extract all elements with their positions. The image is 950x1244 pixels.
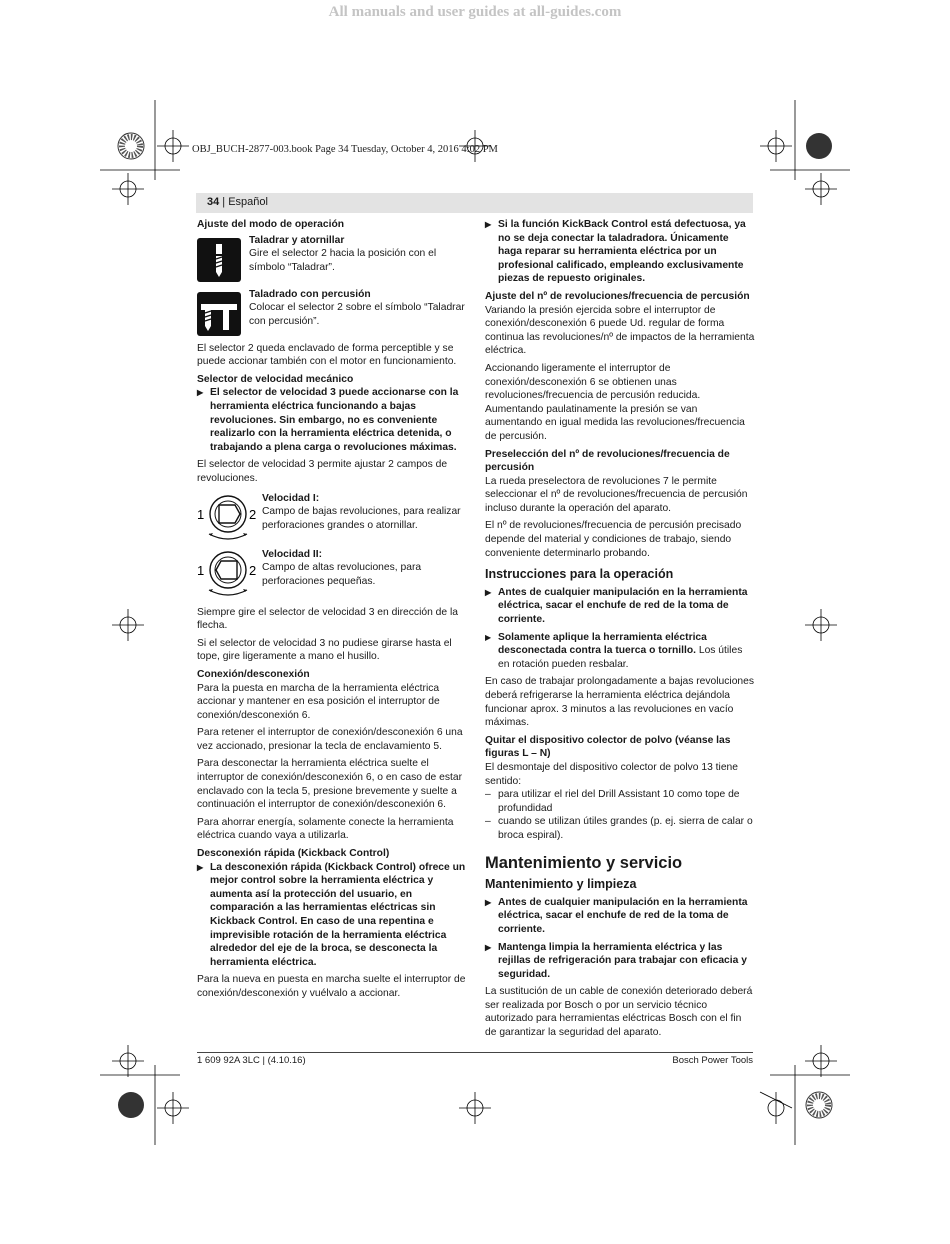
footer-brand: Bosch Power Tools [672,1055,753,1066]
cleaning-heading: Mantenimiento y limpieza [485,877,637,892]
drill-icon [197,238,241,282]
onoff-text-1: Para la puesta en marcha de la herramienta eléctrica accionar y mantener en esa posición el interruptor de conexión/desconexión 6. [197,682,440,721]
gear-selector-1-icon [197,490,259,542]
speed-1-text: Campo de bajas revoluciones, para realizar perforaciones grandes o atornillar. [262,506,461,531]
kickback-defect-warning: ▶ Si la función KickBack Control está defectuosa, ya no se deja conectar la taladradora. Únicamente haga reparar su herramienta eléctrica por un profesional calificado, empleando exclusivamente piezas de repuesto originales. [485,218,755,286]
mode-drill-title: Taladrar y atornillar [249,234,345,246]
dust-item-2: – cuando se utilizan útiles grandes (p. ej. sierra de calar o broca espiral). [485,815,755,842]
page-number: 34 [207,196,220,208]
gear-heading: Selector de velocidad mecánico [197,373,354,385]
right-column [485,218,755,1044]
gear-warning: ▶ El selector de velocidad 3 puede accionarse con la herramienta eléctrica funcionando a bajas revoluciones. Sin embargo, no es conveniente realizarlo con la herramienta eléctrica detenida, o trabajando a plena carga o revoluciones máximas. [197,386,467,454]
speed-1-num-1: 1 [197,506,205,522]
language-label: | Español [219,196,268,208]
dust-item-1: – para utilizar el riel del Drill Assistant 10 como tope de profundidad [485,788,755,815]
speed-1-title: Velocidad I: [262,492,320,504]
kickback-text: Para la nueva en puesta en marcha suelte el interruptor de conexión/desconexión y vuélvalo a accionar. [197,974,466,999]
footer-doc-number: 1 609 92A 3LC | (4.10.16) [197,1055,306,1066]
preselect-text-1: La rueda preselectora de revoluciones 7 le permite seleccionar el nº de revoluciones/frecuencia de percusión incluso durante la operación del aparato. [485,475,748,514]
operation-warning-1: ▶ Antes de cualquier manipulación en la herramienta eléctrica, sacar el enchufe de red de la toma de corriente. [485,586,755,627]
operation-warning-2 [485,631,755,672]
mode-hammer [197,288,467,338]
speed-2-num-1: 1 [197,562,205,578]
onoff-text-4: Para ahorrar energía, solamente conecte la herramienta eléctrica cuando vaya a utilizarla. [197,816,454,842]
preselect-text-2: El nº de revoluciones/frecuencia de percusión precisado depende del material y condiciones de trabajo, siendo conveniente determinarlo probando. [485,520,742,559]
dust-heading: Quitar el dispositivo colector de polvo (véanse las figuras L – N) [485,734,731,760]
speed-2-title: Velocidad II: [262,548,323,560]
operation-warning-2-bold: Solamente aplique la herramienta eléctrica desconectada contra la tuerca o tornillo. [498,631,707,657]
book-info-line: OBJ_BUCH-2877-003.book Page 34 Tuesday, October 4, 2016 4:02 PM [192,144,498,155]
operation-heading: Instrucciones para la operación [485,567,674,582]
rpm-heading: Ajuste del nº de revoluciones/frecuencia de percusión [485,290,750,302]
mode-heading: Ajuste del modo de operación [197,219,345,230]
rpm-text-1: Variando la presión ejercida sobre el interruptor de conexión/desconexión 6 puede Ud. regular de forma continua las revoluciones/nº de impactos de la herramienta eléctrica. [485,304,755,357]
cleaning-warning-2: ▶ Mantenga limpia la herramienta eléctrica y las rejillas de refrigeración para trabajar con eficacia y seguridad. [485,941,755,982]
gear-note-1: Siempre gire el selector de velocidad 3 en dirección de la flecha. [197,606,459,632]
mode-hammer-text: Colocar el selector 2 sobre el símbolo “Taladrar con percusión”. [249,302,465,327]
footer-rule [197,1052,753,1053]
speed-1 [197,490,467,542]
speed-2 [197,546,467,598]
gear-note-2: Si el selector de velocidad 3 no pudiese girarse hasta el tope, gire ligeramente a mano el husillo. [197,637,452,663]
onoff-text-2: Para retener el interruptor de conexión/desconexión 6 una vez accionado, presionar la tecla de enclavamiento 5. [197,727,463,752]
cleaning-warning-1: ▶ Antes de cualquier manipulación en la herramienta eléctrica, sacar el enchufe de red de la toma de corriente. [485,896,755,937]
onoff-heading: Conexión/desconexión [197,668,310,680]
kickback-heading: Desconexión rápida (Kickback Control) [197,848,390,860]
gear-text: El selector de velocidad 3 permite ajustar 2 campos de revoluciones. [197,459,448,484]
operation-text: En caso de trabajar prolongadamente a bajas revoluciones deberá refrigerarse la herramienta eléctrica dejándola funcionar aprox. 3 minutos a las revoluciones en vacío máximas. [485,676,755,729]
page-header-bar [196,193,753,213]
watermark: All manuals and user guides at all-guides.com [328,4,622,20]
onoff-text-3: Para desconectar la herramienta eléctrica suelte el interruptor de conexión/desconexión 6, o en caso de estar enclavado con la tecla 5, presione brevemente y suelte a continuación el interruptor de conexión/desconexión 6. [197,758,463,811]
mode-hammer-title: Taladrado con percusión [249,288,371,300]
mode-drill [197,234,467,284]
left-column [197,218,467,1005]
gear-selector-2-icon [197,546,259,598]
speed-2-text: Campo de altas revoluciones, para perforaciones pequeñas. [262,562,422,587]
cleaning-text: La sustitución de un cable de conexión deteriorado deberá ser realizada por Bosch o por un servicio técnico autorizado para herramientas eléctricas Bosch con el fin de garantizar la seguridad del aparato. [485,986,753,1039]
dust-text: El desmontaje del dispositivo colector de polvo 13 tiene sentido: [485,761,738,787]
preselect-heading: Preselección del nº de revoluciones/frecuencia de percusión [485,448,730,474]
operation-warning-2-rest: Los útiles en rotación pueden resbalar. [498,645,743,670]
rpm-text-2: Accionando ligeramente el interruptor de conexión/desconexión 6 se obtienen unas revoluciones/frecuencia de percusión reducida. Aumentando paulatinamente la presión se van aumentando en igual medida las revoluciones/frecuencia de percusión. [485,362,745,442]
mode-note: El selector 2 queda enclavado de forma perceptible y se puede accionar también con el motor en funcionamiento. [197,342,457,368]
speed-2-num-2: 2 [249,562,257,578]
speed-1-num-2: 2 [249,506,257,522]
maintenance-heading: Mantenimiento y servicio [485,853,683,872]
kickback-warning: ▶ La desconexión rápida (Kickback Control) ofrece un mejor control sobre la herramienta eléctrica y aumenta así la protección del usuario, en comparación a las herramientas eléctricas sin Kickback Control. En caso de una repentina e imprevisible rotación de la herramienta eléctrica alrededor del eje de la broca, se desconecta la herramienta eléctrica. [197,861,467,970]
hammer-drill-icon [197,292,241,336]
mode-drill-text: Gire el selector 2 hacia la posición con el símbolo “Taladrar”. [249,248,437,273]
